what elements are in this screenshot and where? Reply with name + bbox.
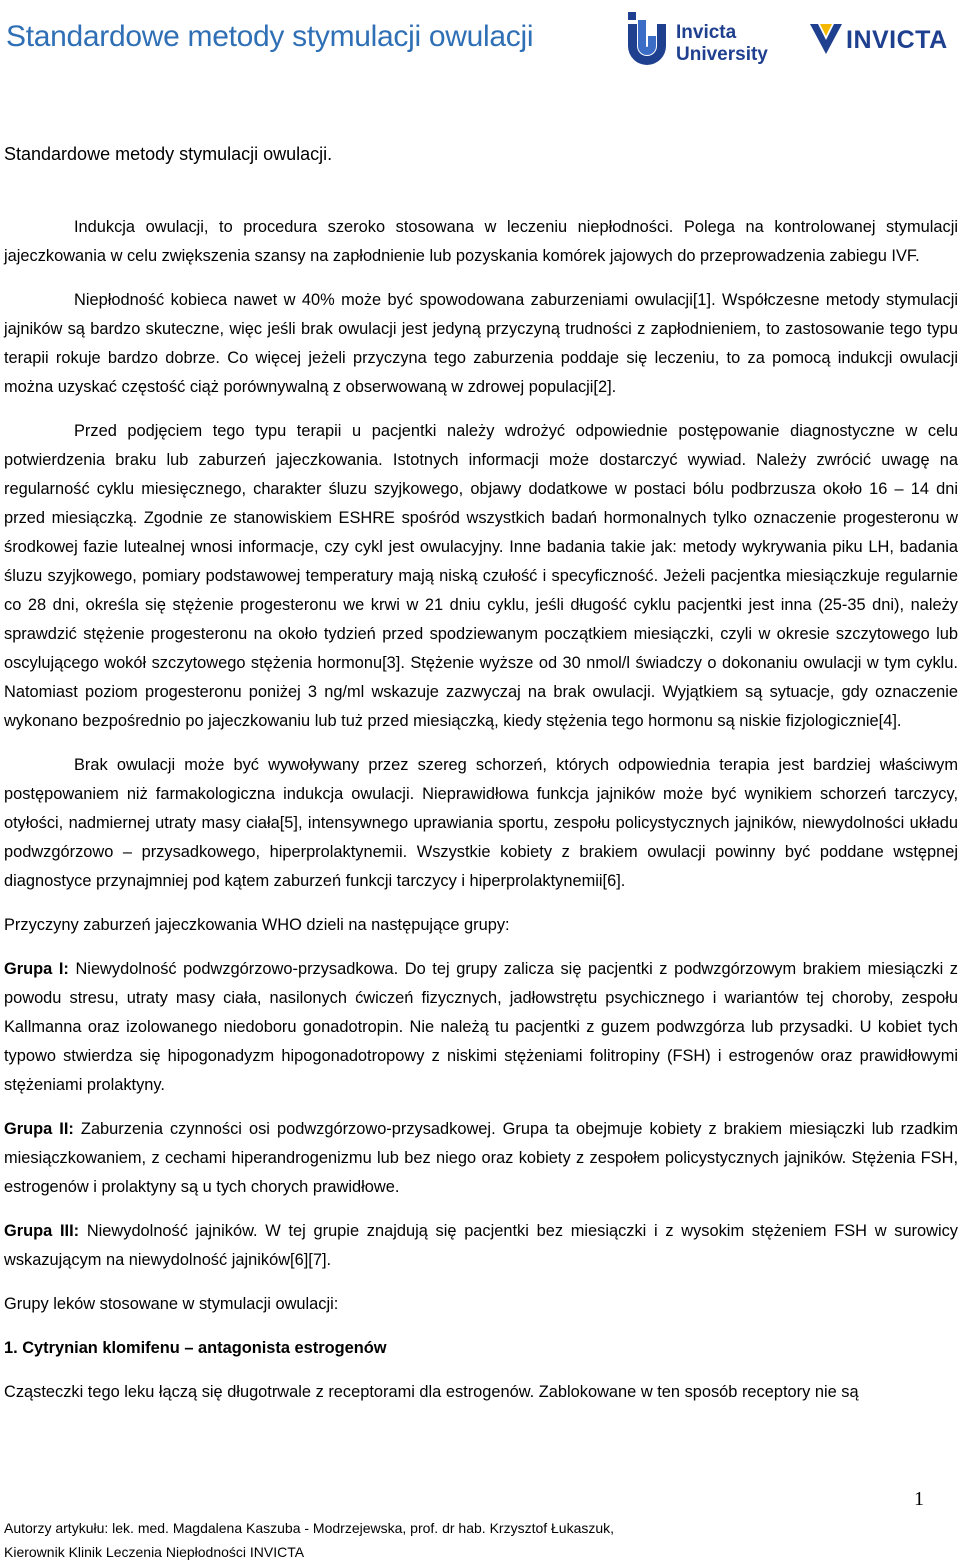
- group-1-text: Niewydolność podwzgórzowo-przysadkowa. Do tej grupy zalicza się pacjentki z podwzgórzowym brakiem miesiączki z powodu stresu, utraty masy ciała, nasilonych ćwiczeń fizycznych, jadłowstrętu psychicznego i wariantów tej choroby, zespołu Kallmanna oraz izolowanego niedoboru gonadotropin. Nie należą tu pacjentki z guzem podwzgórza lub przysadki. U kobiet tych typowo stwierdza się hipogonadyzm hipogonadotropowy z niskimi stężeniami folitropiny (FSH) i estrogenów oraz prawidłowymi stężeniami prolaktyny.: [4, 960, 958, 1094]
- footer-affiliation: Kierownik Klinik Leczenia Niepłodności INVICTA: [4, 1544, 305, 1560]
- article-heading: Standardowe metody stymulacji owulacji.: [4, 144, 333, 164]
- group-2: [4, 1115, 958, 1202]
- group-2-label: Grupa II:: [4, 1120, 74, 1138]
- page-header: [0, 0, 960, 80]
- invicta-university-logo: [628, 8, 778, 70]
- paragraph-infertility: Niepłodność kobieca nawet w 40% może być spowodowana zaburzeniami owulacji[1]. Współczesne metody stymulacji jajników są bardzo skuteczne, więc jeśli brak owulacji jest jedyną przyczyną trudności z zapłodnieniem, to zastosowanie tego typu terapii rokuje bardzo dobrze. Co więcej jeżeli przyczyna tego zaburzenia poddaje się leczeniu, to za pomocą indukcji owulacji można uzyskać częstość ciąż porównywalną z obserwowaną w zdrowej populacji[2].: [4, 291, 958, 396]
- group-1: [4, 955, 958, 1100]
- page-number: 1: [914, 1488, 924, 1510]
- footer-authors: Autorzy artykułu: lek. med. Magdalena Kaszuba - Modrzejewska, prof. dr hab. Krzysztof Łukaszuk,: [4, 1520, 615, 1536]
- invicta-logo: [808, 18, 958, 58]
- paragraph-intro: Indukcja owulacji, to procedura szeroko stosowana w leczeniu niepłodności. Polega na kontrolowanej stymulacji jajeczkowania w celu zwiększenia szansy na zapłodnienie lub pozyskania komórek jajowych do przeprowadzenia zabiegu IVF.: [4, 218, 958, 265]
- article-body: [4, 120, 958, 1422]
- paragraph-causes: Brak owulacji może być wywoływany przez szereg schorzeń, których odpowiednia terapia jest bardziej właściwym postępowaniem niż farmakologiczna indukcja owulacji. Nieprawidłowa funkcja jajników może być wynikiem schorzeń tarczycy, otyłości, nadmiernej utraty masy ciała[5], intensywnego uprawiania sportu, zespołu policystycznych jajników, niewydolności układu podwzgórzowo – przysadkowego, hiperprolaktynemii. Wszystkie kobiety z brakiem owulacji powinny być poddane wstępnej diagnostyce przynajmniej pod kątem zaburzeń funkcji tarczycy i hiperprolaktynemii[6].: [4, 756, 958, 890]
- page-footer: [4, 1516, 614, 1564]
- invicta-logo-text: INVICTA: [846, 26, 948, 54]
- subheading-clomiphene: 1. Cytrynian klomifenu – antagonista estrogenów: [4, 1339, 387, 1357]
- group-3-text: Niewydolność jajników. W tej grupie znajdują się pacjentki bez miesiączki i z wysokim stężeniem FSH w surowicy wskazującym na niewydolność jajników[6][7].: [4, 1222, 959, 1269]
- header-title: Standardowe metody stymulacji owulacji: [6, 20, 534, 53]
- group-3: [4, 1217, 958, 1275]
- university-logo-line1: Invicta: [676, 22, 737, 43]
- group-2-text: Zaburzenia czynności osi podwzgórzowo-przysadkowej. Grupa ta obejmuje kobiety z brakiem miesiączki lub rzadkim miesiączkowaniem, z cechami hiperandrogenizmu lub bez niego oraz kobiety z zespołem policystycznych jajników. Stężenia FSH, estrogenów i prolaktyny są u tych chorych prawidłowe.: [4, 1120, 959, 1196]
- university-logo-line2: University: [676, 44, 768, 65]
- paragraph-who-groups: Przyczyny zaburzeń jajeczkowania WHO dzieli na następujące grupy:: [4, 916, 510, 934]
- paragraph-clomiphene: Cząsteczki tego leku łączą się długotrwale z receptorami dla estrogenów. Zablokowane w ten sposób receptory nie są: [4, 1383, 859, 1401]
- paragraph-drug-groups: Grupy leków stosowane w stymulacji owulacji:: [4, 1295, 339, 1313]
- group-3-label: Grupa III:: [4, 1222, 80, 1240]
- paragraph-diagnostics: Przed podjęciem tego typu terapii u pacjentki należy wdrożyć odpowiednie postępowanie diagnostyczne w celu potwierdzenia braku lub zaburzeń jajeczkowania. Istotnych informacji może dostarczyć wywiad. Należy zwrócić uwagę na regularność cyklu miesięcznego, charakter śluzu szyjkowego, objawy dodatkowe w postaci bólu podbrzusza około 16 – 14 dni przed miesiączką. Zgodnie ze stanowiskiem ESHRE spośród wszystkich badań hormonalnych tylko oznaczenie progesteronu w środkowej fazie lutealnej wnosi informacje, czy cykl jest owulacyjny. Inne badania takie jak: metody wykrywania piku LH, badania śluzu szyjkowego, pomiary podstawowej temperatury mają niską czułość i specyficzność. Jeżeli pacjentka miesiączkuje regularnie co 28 dni, określa się stężenie progesteronu we krwi w 21 dniu cyklu, jeśli długość cyklu pacjentki jest inna (25-35 dni), należy sprawdzić stężenie progesteronu na około tydzień przed spodziewanym początkiem miesiączki, czyli w okresie szczytowego lub oscylującego wokół szczytowego stężenia hormonu[3]. Stężenie wyższe od 30 nmol/l świadczy o dokonaniu owulacji w tym cyklu. Natomiast poziom progesteronu poniżej 3 ng/ml wskazuje zazwyczaj na brak owulacji. Wyjątkiem są sytuacje, gdy oznaczenie wykonano bezpośrednio po jajeczkowaniu lub tuż przed miesiączką, kiedy stężenia tego hormonu są niskie fizjologicznie[4].: [4, 422, 958, 730]
- group-1-label: Grupa I:: [4, 960, 69, 978]
- invicta-emblem-icon: [808, 20, 844, 56]
